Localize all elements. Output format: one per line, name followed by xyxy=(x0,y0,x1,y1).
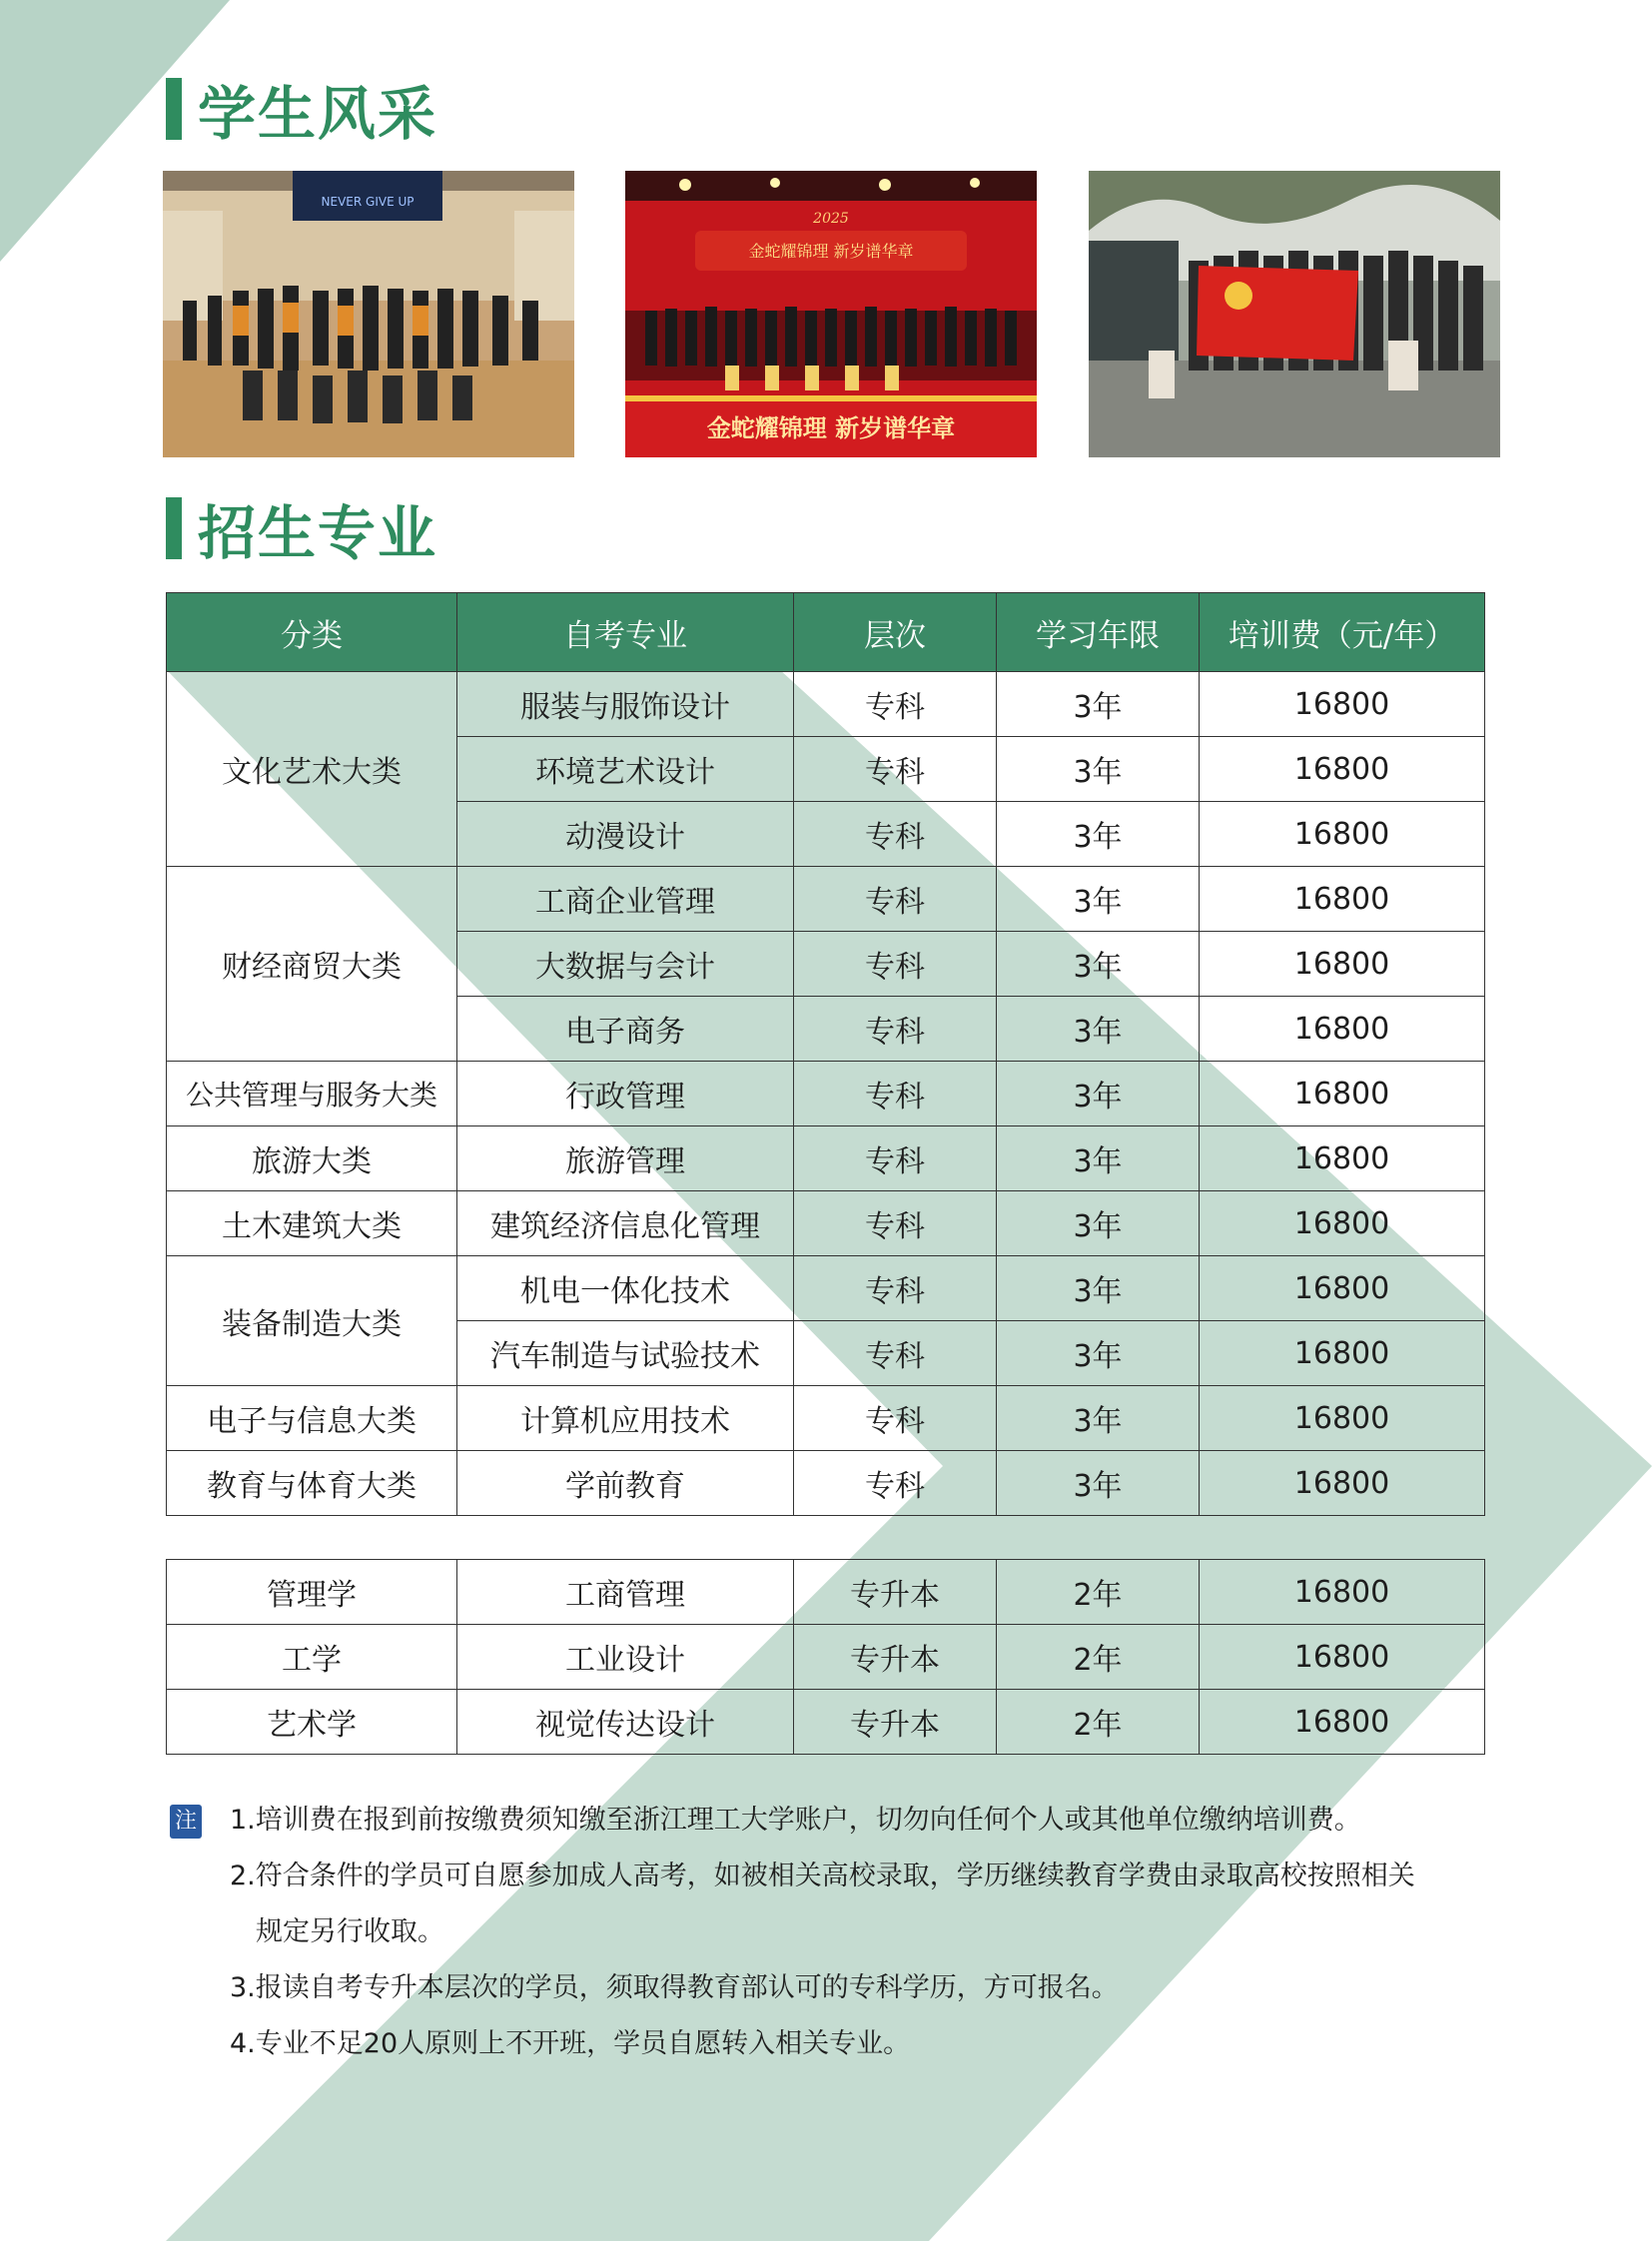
level-cell: 专科 xyxy=(794,1126,997,1191)
new-year-gala-photo xyxy=(625,171,1037,457)
level-cell: 专科 xyxy=(794,867,997,932)
years-cell: 3年 xyxy=(997,1451,1200,1516)
fee-cell: 16800 xyxy=(1200,1386,1485,1451)
note-item xyxy=(166,2016,1504,2072)
level-cell: 专科 xyxy=(794,1451,997,1516)
table-row xyxy=(167,1256,1485,1321)
level-cell: 专科 xyxy=(794,932,997,997)
category-cell: 教育与体育大类 xyxy=(167,1451,457,1516)
years-cell: 3年 xyxy=(997,1321,1200,1386)
notes-section xyxy=(166,1793,1504,2072)
table-row xyxy=(167,1690,1485,1755)
category-cell: 公共管理与服务大类 xyxy=(167,1062,457,1126)
years-cell: 2年 xyxy=(997,1560,1200,1625)
major-cell: 服装与服饰设计 xyxy=(457,672,794,737)
note-item-continued xyxy=(166,1904,1504,1960)
years-cell: 3年 xyxy=(997,737,1200,802)
major-cell: 汽车制造与试验技术 xyxy=(457,1321,794,1386)
level-cell: 专科 xyxy=(794,672,997,737)
svg-text:2025: 2025 xyxy=(813,211,849,227)
level-cell: 专科 xyxy=(794,737,997,802)
category-cell: 工学 xyxy=(167,1625,457,1690)
fee-cell: 16800 xyxy=(1200,997,1485,1062)
category-cell: 艺术学 xyxy=(167,1690,457,1755)
fee-cell: 16800 xyxy=(1200,867,1485,932)
years-cell: 3年 xyxy=(997,997,1200,1062)
majors-table xyxy=(166,592,1485,1516)
upgrade-majors-table xyxy=(166,1559,1485,1755)
major-cell: 环境艺术设计 xyxy=(457,737,794,802)
years-cell: 2年 xyxy=(997,1625,1200,1690)
fee-cell: 16800 xyxy=(1200,802,1485,867)
major-cell: 动漫设计 xyxy=(457,802,794,867)
years-cell: 3年 xyxy=(997,672,1200,737)
level-cell: 专科 xyxy=(794,1386,997,1451)
note-text: 4.专业不足20人原则上不开班，学员自愿转入相关专业。 xyxy=(230,2028,911,2059)
fee-cell: 16800 xyxy=(1200,1321,1485,1386)
category-cell: 文化艺术大类 xyxy=(167,672,457,867)
header-level: 层次 xyxy=(794,593,997,672)
enrollment-majors-heading xyxy=(166,495,438,567)
major-cell: 工商管理 xyxy=(457,1560,794,1625)
fee-cell: 16800 xyxy=(1200,932,1485,997)
svg-text:金蛇耀锦理 新岁谱华章: 金蛇耀锦理 新岁谱华章 xyxy=(706,414,956,442)
fee-cell: 16800 xyxy=(1200,672,1485,737)
level-cell: 专科 xyxy=(794,802,997,867)
header-years: 学习年限 xyxy=(997,593,1200,672)
table-row xyxy=(167,672,1485,737)
note-item xyxy=(166,1960,1504,2016)
category-cell: 装备制造大类 xyxy=(167,1256,457,1386)
heading-accent-bar xyxy=(166,497,182,559)
years-cell: 3年 xyxy=(997,1386,1200,1451)
note-text: 3.报读自考专升本层次的学员，须取得教育部认可的专科学历，方可报名。 xyxy=(230,1972,1119,2003)
years-cell: 2年 xyxy=(997,1690,1200,1755)
fee-cell: 16800 xyxy=(1200,1625,1485,1690)
header-category: 分类 xyxy=(167,593,457,672)
header-major: 自考专业 xyxy=(457,593,794,672)
header-fee: 培训费（元/年） xyxy=(1200,593,1485,672)
table-row xyxy=(167,1451,1485,1516)
fee-cell: 16800 xyxy=(1200,1126,1485,1191)
category-cell: 土木建筑大类 xyxy=(167,1191,457,1256)
table-row xyxy=(167,867,1485,932)
major-cell: 学前教育 xyxy=(457,1451,794,1516)
level-cell: 专科 xyxy=(794,1062,997,1126)
level-cell: 专科 xyxy=(794,997,997,1062)
category-cell: 管理学 xyxy=(167,1560,457,1625)
note-text: 2.符合条件的学员可自愿参加成人高考，如被相关高校录取，学历继续教育学费由录取高校按照相关 xyxy=(230,1861,1415,1891)
major-cell: 电子商务 xyxy=(457,997,794,1062)
level-cell: 专升本 xyxy=(794,1625,997,1690)
note-badge-icon: 注 xyxy=(170,1805,202,1839)
category-cell: 电子与信息大类 xyxy=(167,1386,457,1451)
major-cell: 行政管理 xyxy=(457,1062,794,1126)
table-row xyxy=(167,1062,1485,1126)
student-showcase-heading xyxy=(166,76,438,148)
svg-text:NEVER GIVE UP: NEVER GIVE UP xyxy=(321,195,414,209)
note-text: 1.培训费在报到前按缴费须知缴至浙江理工大学账户，切勿向任何个人或其他单位缴纳培训费。 xyxy=(230,1805,1361,1836)
level-cell: 专升本 xyxy=(794,1560,997,1625)
heading-text: 学生风采 xyxy=(198,80,438,148)
level-cell: 专科 xyxy=(794,1191,997,1256)
category-cell: 财经商贸大类 xyxy=(167,867,457,1062)
table-row xyxy=(167,1625,1485,1690)
table-row xyxy=(167,1191,1485,1256)
outdoor-group-flag-photo xyxy=(1089,171,1500,457)
fee-cell: 16800 xyxy=(1200,1690,1485,1755)
basketball-team-photo xyxy=(163,171,574,457)
years-cell: 3年 xyxy=(997,1191,1200,1256)
fee-cell: 16800 xyxy=(1200,1191,1485,1256)
level-cell: 专科 xyxy=(794,1321,997,1386)
years-cell: 3年 xyxy=(997,932,1200,997)
fee-cell: 16800 xyxy=(1200,1560,1485,1625)
years-cell: 3年 xyxy=(997,1256,1200,1321)
major-cell: 视觉传达设计 xyxy=(457,1690,794,1755)
years-cell: 3年 xyxy=(997,1126,1200,1191)
table-row xyxy=(167,1386,1485,1451)
major-cell: 大数据与会计 xyxy=(457,932,794,997)
table-row xyxy=(167,1126,1485,1191)
level-cell: 专升本 xyxy=(794,1690,997,1755)
note-item xyxy=(166,1793,1504,1849)
fee-cell: 16800 xyxy=(1200,1062,1485,1126)
years-cell: 3年 xyxy=(997,867,1200,932)
fee-cell: 16800 xyxy=(1200,1256,1485,1321)
heading-accent-bar xyxy=(166,78,182,140)
note-text: 规定另行收取。 xyxy=(256,1916,444,1947)
table-row xyxy=(167,1560,1485,1625)
table-header-row xyxy=(167,593,1485,672)
svg-text:金蛇耀锦理 新岁谱华章: 金蛇耀锦理 新岁谱华章 xyxy=(748,242,914,261)
years-cell: 3年 xyxy=(997,1062,1200,1126)
level-cell: 专科 xyxy=(794,1256,997,1321)
major-cell: 工商企业管理 xyxy=(457,867,794,932)
major-cell: 工业设计 xyxy=(457,1625,794,1690)
fee-cell: 16800 xyxy=(1200,737,1485,802)
major-cell: 旅游管理 xyxy=(457,1126,794,1191)
years-cell: 3年 xyxy=(997,802,1200,867)
major-cell: 建筑经济信息化管理 xyxy=(457,1191,794,1256)
note-item xyxy=(166,1849,1504,1904)
major-cell: 计算机应用技术 xyxy=(457,1386,794,1451)
major-cell: 机电一体化技术 xyxy=(457,1256,794,1321)
fee-cell: 16800 xyxy=(1200,1451,1485,1516)
category-cell: 旅游大类 xyxy=(167,1126,457,1191)
heading-text: 招生专业 xyxy=(198,499,438,567)
